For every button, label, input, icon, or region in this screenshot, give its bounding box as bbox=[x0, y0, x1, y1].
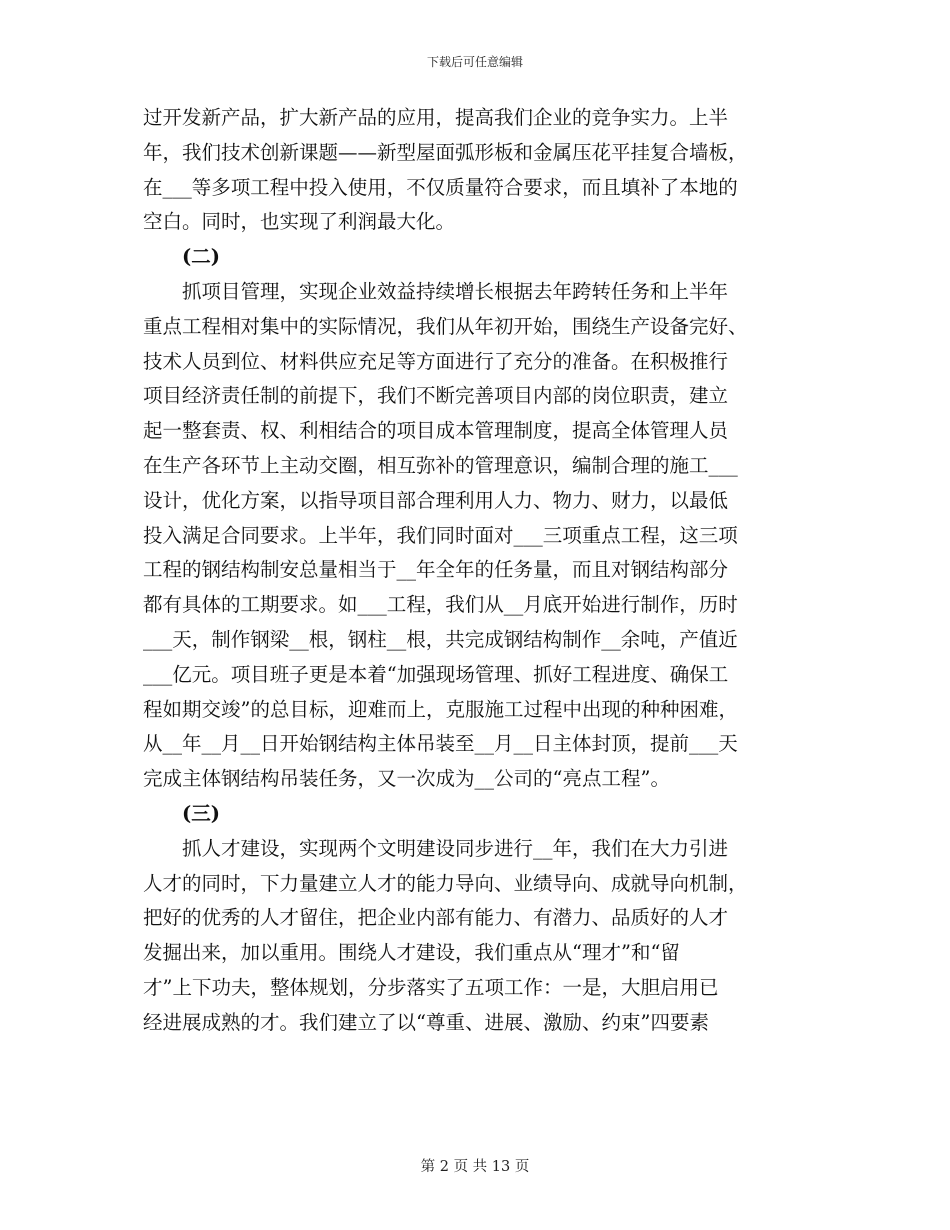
text-line: 把好的优秀的人才留住，把企业内部有能力、有潜力、品质好的人才 bbox=[143, 906, 729, 930]
text-line: 在___等多项工程中投入使用，不仅质量符合要求，而且填补了本地的 bbox=[143, 175, 738, 199]
text-line: 都有具体的工期要求。如___工程，我们从__月底开始进行制作，历时 bbox=[143, 593, 738, 617]
text-line: 重点工程相对集中的实际情况，我们从年初开始，围绕生产设备完好、 bbox=[143, 314, 748, 338]
text-line: 项目经济责任制的前提下，我们不断完善项目内部的岗位职责，建立 bbox=[143, 384, 729, 408]
section-heading: (二) bbox=[182, 245, 220, 269]
text-line: 空白。同时，也实现了利润最大化。 bbox=[143, 210, 456, 234]
text-line: 工程的钢结构制安总量相当于__年全年的任务量，而且对钢结构部分 bbox=[143, 558, 729, 582]
page-footer: 第 2 页 共 13 页 bbox=[420, 1159, 530, 1175]
text-line: 在生产各环节上主动交圈，相互弥补的管理意识，编制合理的施工___ bbox=[143, 453, 738, 477]
text-line: 人才的同时，下力量建立人才的能力导向、业绩导向、成就导向机制， bbox=[143, 871, 748, 895]
text-line: 技术人员到位、材料供应充足等方面进行了充分的准备。在积极推行 bbox=[143, 349, 729, 373]
text-line: 年，我们技术创新课题——新型屋面弧形板和金属压花平挂复合墙板， bbox=[143, 140, 748, 164]
text-line: 才”上下功夫，整体规划，分步落实了五项工作：一是，大胆启用已 bbox=[143, 975, 719, 999]
text-line: ___亿元。项目班子更是本着“加强现场管理、抓好工程进度、确保工 bbox=[143, 662, 729, 686]
text-line: 抓项目管理，实现企业效益持续增长根据去年跨转任务和上半年 bbox=[182, 279, 729, 303]
text-line: 设计，优化方案，以指导项目部合理利用人力、物力、财力，以最低 bbox=[143, 488, 729, 512]
text-line: 从__年__月__日开始钢结构主体吊装至__月__日主体封顶，提前___天 bbox=[143, 732, 738, 756]
text-line: 起一整套责、权、利相结合的项目成本管理制度，提高全体管理人员 bbox=[143, 419, 729, 443]
page-header: 下载后可任意编辑 bbox=[426, 55, 523, 69]
text-line: 投入满足合同要求。上半年，我们同时面对___三项重点工程，这三项 bbox=[143, 523, 738, 547]
text-line: ___天，制作钢梁__根，钢柱__根，共完成钢结构制作__余吨，产值近 bbox=[143, 627, 738, 651]
text-line: 程如期交竣”的总目标，迎难而上，克服施工过程中出现的种种困难， bbox=[143, 697, 738, 721]
text-line: 抓人才建设，实现两个文明建设同步进行__年，我们在大力引进 bbox=[182, 836, 729, 860]
text-line: 过开发新产品，扩大新产品的应用，提高我们企业的竞争实力。上半 bbox=[143, 106, 729, 129]
section-heading: (三) bbox=[182, 801, 220, 825]
text-line: 完成主体钢结构吊装任务，又一次成为__公司的“亮点工程”。 bbox=[143, 767, 670, 791]
text-line: 经进展成熟的才。我们建立了以“尊重、进展、激励、约束”四要素 bbox=[143, 1010, 709, 1034]
text-line: 发掘出来，加以重用。围绕人才建设，我们重点从“理才”和“留 bbox=[143, 941, 680, 965]
document-body bbox=[143, 101, 808, 1041]
